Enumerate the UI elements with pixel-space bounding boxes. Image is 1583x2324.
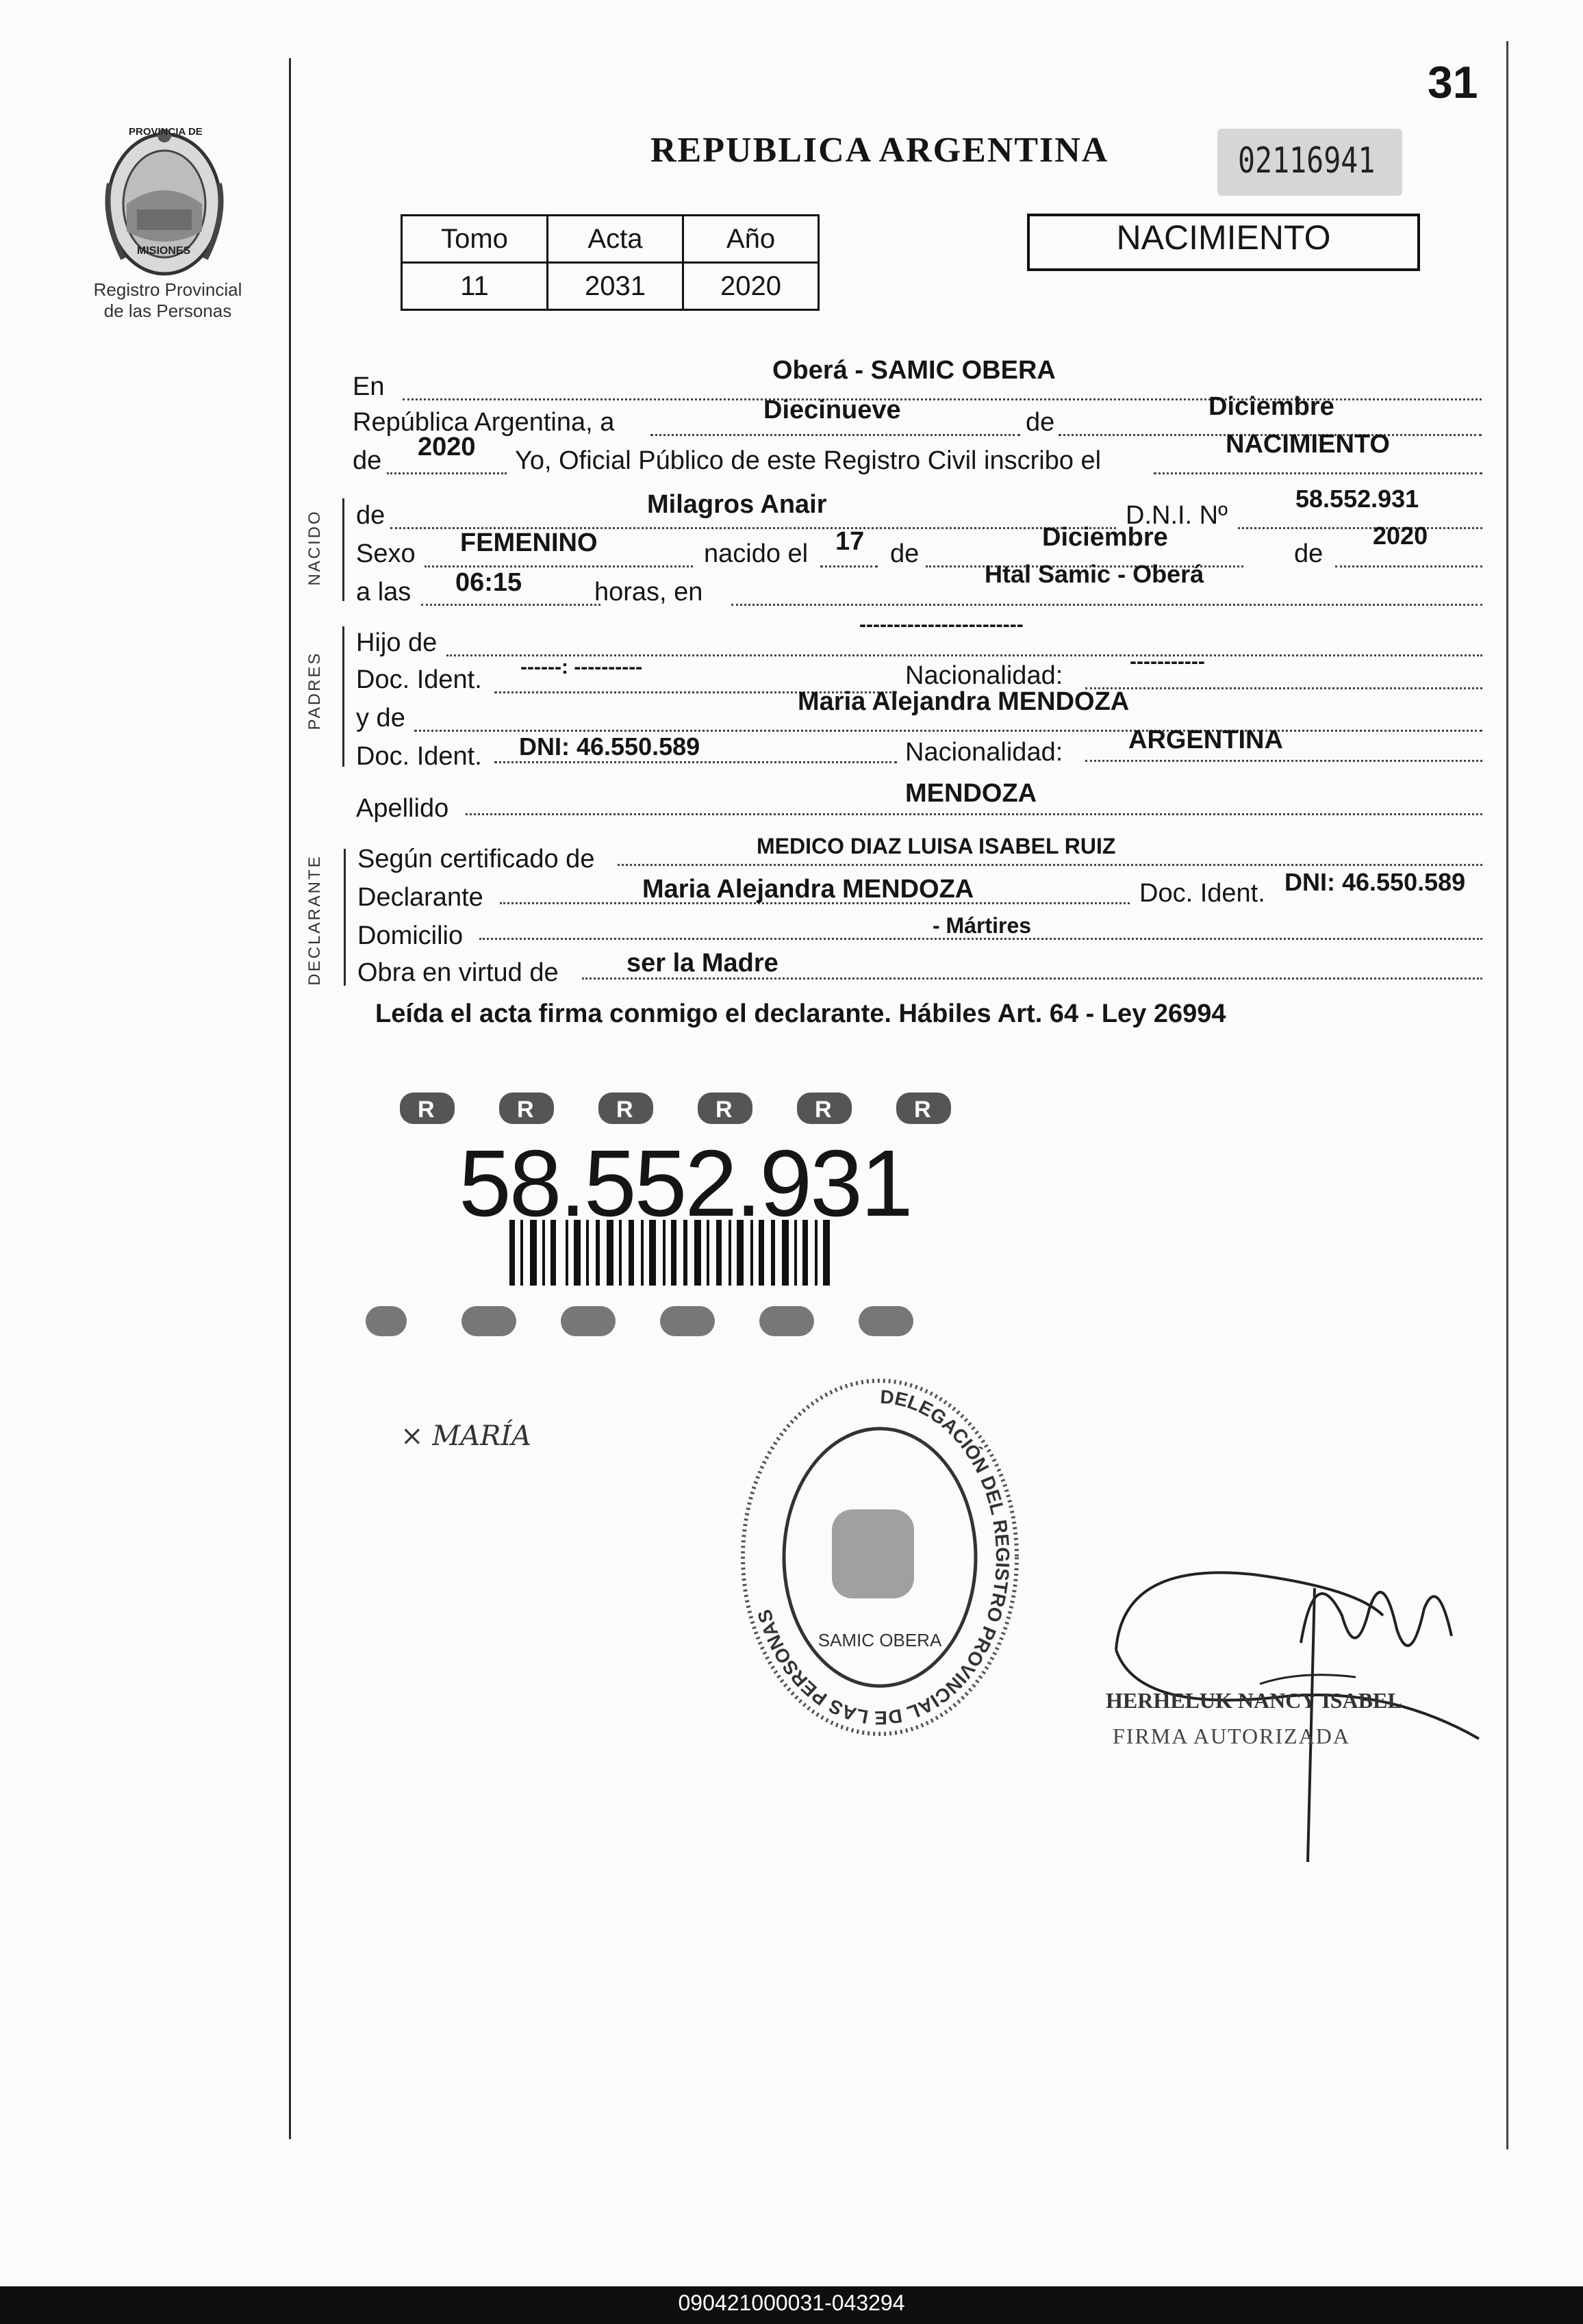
- line-sexo: [425, 565, 693, 567]
- label-yo: Yo, Oficial Público de este Registro Civil inscribo el: [515, 446, 1102, 475]
- line-madre: [414, 730, 1482, 732]
- svg-text:R: R: [815, 1097, 832, 1123]
- record-table: [401, 214, 820, 311]
- line-dni: [1238, 527, 1482, 529]
- left-margin-line: [289, 58, 291, 2139]
- record-type-label: NACIMIENTO: [1116, 218, 1331, 257]
- logo-caption-line2: de las Personas: [103, 301, 232, 321]
- handwritten-note: × MARÍA: [401, 1420, 531, 1452]
- line-padre-nac: [1085, 687, 1482, 689]
- value-apellido: MENDOZA: [905, 779, 1037, 808]
- label-segun: Según certificado de: [357, 845, 595, 873]
- svg-text:R: R: [715, 1097, 733, 1123]
- value-dni: 58.552.931: [1295, 485, 1419, 513]
- document-title: REPUBLICA ARGENTINA: [650, 131, 1109, 170]
- signature-name: HERHELUK NANCY ISABEL: [1106, 1688, 1402, 1713]
- line-madre-nac: [1085, 760, 1482, 762]
- value-domicilio: - Mártires: [933, 913, 1032, 938]
- record-value-tomo: 11: [402, 263, 548, 310]
- record-header-anio: Año: [683, 216, 819, 263]
- value-certificado: MEDICO DIAZ LUISA ISABEL RUIZ: [757, 834, 1116, 858]
- label-de-anio: de: [1294, 539, 1324, 568]
- svg-text:R: R: [418, 1097, 435, 1123]
- seal-ring-text: DELEGACIÓN DEL REGISTRO PROVINCIAL DE LAS PERSONAS: [753, 1386, 1014, 1729]
- official-seal-stamp: [736, 1376, 1024, 1746]
- value-padre-nac: -----------: [1130, 650, 1205, 673]
- value-dia: Diecinueve: [763, 396, 901, 424]
- value-tipo: NACIMIENTO: [1226, 430, 1390, 459]
- section-padres: PADRES: [305, 651, 324, 730]
- logo-caption: [68, 279, 267, 322]
- label-nacionalidad1: Nacionalidad:: [905, 661, 1063, 690]
- value-hora: 06:15: [455, 568, 522, 597]
- nacido-bracket: [342, 498, 344, 601]
- logo-caption-line1: Registro Provincial: [93, 279, 242, 300]
- value-nombre: Milagros Anair: [647, 490, 827, 519]
- label-de2: de: [353, 446, 382, 475]
- value-dia-nac: 17: [835, 527, 865, 556]
- section-nacido: NACIDO: [305, 509, 324, 586]
- svg-text:R: R: [616, 1097, 633, 1123]
- value-lugar-nac: Htal Samic - Oberá: [985, 560, 1204, 588]
- record-value-anio: 2020: [683, 263, 819, 310]
- value-sexo: FEMENINO: [460, 528, 598, 557]
- value-madre-doc: DNI: 46.550.589: [519, 732, 700, 761]
- label-nacionalidad2: Nacionalidad:: [905, 738, 1063, 767]
- serial-number: 02116941: [1238, 140, 1376, 181]
- label-doc-ident3: Doc. Ident.: [1139, 879, 1265, 908]
- closing-statement: Leída el acta firma conmigo el declarante. Hábiles Art. 64 - Ley 26994: [375, 999, 1226, 1028]
- line-hora: [421, 604, 600, 606]
- logo-text-top: PROVINCIA DE: [129, 126, 203, 138]
- label-doc-ident2: Doc. Ident.: [356, 742, 482, 771]
- label-y-de: y de: [356, 704, 405, 732]
- padres-bracket: [342, 626, 344, 767]
- value-mes: Diciembre: [1208, 392, 1334, 421]
- label-en: En: [353, 372, 385, 401]
- value-lugar: Oberá - SAMIC OBERA: [772, 356, 1056, 385]
- value-padre: ------------------------: [859, 613, 1024, 636]
- line-dia: [650, 434, 1020, 436]
- label-republica: República Argentina, a: [353, 408, 615, 437]
- label-apellido: Apellido: [356, 794, 449, 823]
- right-margin-line: [1506, 41, 1508, 2149]
- value-mes-nac: Diciembre: [1042, 523, 1168, 552]
- line-tipo: [1154, 472, 1482, 474]
- section-declarante: DECLARANTE: [305, 854, 324, 986]
- line-lugar-nac: [731, 604, 1482, 606]
- value-padre-doc: ------: ----------: [520, 656, 643, 678]
- value-obra: ser la Madre: [626, 949, 778, 978]
- line-apellido: [466, 813, 1482, 815]
- label-sexo: Sexo: [356, 539, 416, 568]
- seal-center-text: SAMIC OBERA: [818, 1630, 942, 1650]
- line-madre-doc: [494, 761, 897, 763]
- record-table-value-row: [402, 263, 819, 310]
- label-nacido-el: nacido el: [704, 539, 809, 568]
- value-madre-nac: ARGENTINA: [1128, 726, 1283, 754]
- declarante-bracket: [344, 849, 346, 986]
- label-declarante: Declarante: [357, 883, 483, 912]
- label-hijo-de: Hijo de: [356, 628, 438, 657]
- signature-role: FIRMA AUTORIZADA: [1113, 1724, 1350, 1748]
- record-value-acta: 2031: [548, 263, 683, 310]
- record-header-acta: Acta: [548, 216, 683, 263]
- record-table-header-row: [402, 216, 819, 263]
- page-number: 31: [1428, 57, 1478, 107]
- line-certificado: [618, 864, 1482, 866]
- label-a-las: a las: [356, 578, 411, 606]
- scan-footer-code: 090421000031-043294: [678, 2290, 905, 2315]
- label-obra: Obra en virtud de: [357, 958, 559, 987]
- label-doc-ident1: Doc. Ident.: [356, 665, 482, 694]
- label-horas-en: horas, en: [594, 578, 703, 606]
- value-anio: 2020: [418, 433, 476, 461]
- value-anio-nac: 2020: [1373, 522, 1428, 550]
- label-domicilio: Domicilio: [357, 921, 464, 950]
- line-anio-nac: [1335, 565, 1482, 567]
- line-anio: [387, 472, 507, 474]
- label-de-mes: de: [890, 539, 920, 568]
- value-declarante: Maria Alejandra MENDOZA: [642, 875, 974, 904]
- barcode-number: 58.552.931: [459, 1131, 911, 1236]
- logo-text-bottom: MISIONES: [137, 245, 191, 257]
- label-de-nacido: de: [356, 501, 385, 530]
- record-header-tomo: Tomo: [402, 216, 548, 263]
- svg-text:R: R: [914, 1097, 931, 1123]
- value-madre: Maria Alejandra MENDOZA: [798, 687, 1130, 716]
- value-declarante-doc: DNI: 46.550.589: [1284, 868, 1466, 896]
- line-dia-nac: [820, 565, 878, 567]
- label-de: de: [1026, 408, 1055, 437]
- label-dni: D.N.I. Nº: [1126, 501, 1228, 530]
- svg-text:R: R: [517, 1097, 534, 1123]
